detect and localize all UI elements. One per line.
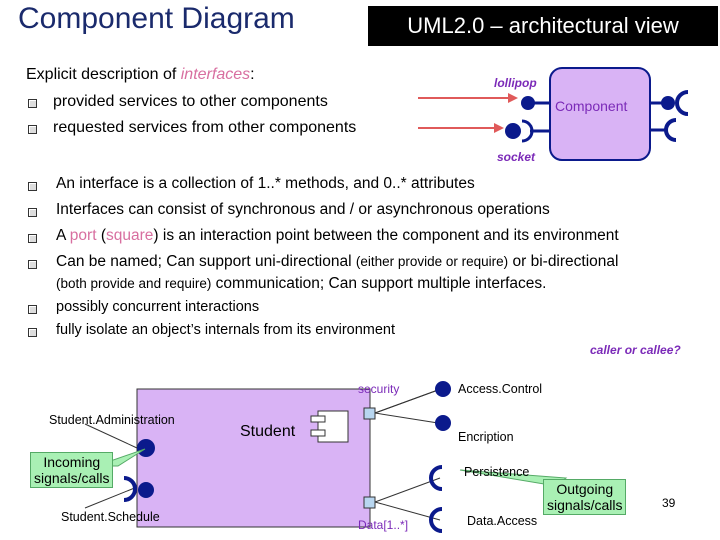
port-word: port	[69, 227, 97, 244]
student-admin-label: Student.Administration	[49, 413, 175, 427]
intro-colon: :	[250, 66, 255, 83]
port-line-close: )	[153, 227, 159, 244]
bullet-square-icon	[28, 260, 37, 269]
socket-student-schedule	[124, 478, 135, 500]
intro-prefix: Explicit description of	[26, 66, 177, 83]
data-access-label: Data.Access	[467, 514, 538, 528]
named-line-b: or bi-directional	[512, 253, 619, 270]
security-port-label: security	[358, 382, 400, 396]
intro-interfaces-word: interfaces	[180, 66, 251, 83]
named-line-c: communication; Can support multiple interfaces.	[215, 275, 547, 292]
data-port-label: Data[1..*]	[358, 518, 409, 532]
socket-persistence	[431, 467, 442, 489]
port-data	[364, 497, 375, 508]
lollipop-student-admin	[137, 439, 155, 457]
bullet-square-icon	[28, 328, 37, 337]
student-component-box	[137, 389, 370, 527]
page-number: 39	[662, 496, 676, 510]
square-word: square	[106, 227, 154, 244]
legend-right-socket-cup	[677, 92, 688, 114]
bullet-named	[56, 253, 618, 271]
legend-component-box	[550, 68, 650, 160]
page-title: Component Diagram	[18, 2, 295, 35]
legend-lollipop-ball	[521, 96, 535, 110]
access-control-label: Access.Control	[458, 382, 543, 396]
bullet-concurrent: possibly concurrent interactions	[56, 299, 260, 315]
outgoing-callout	[543, 479, 626, 515]
bullet-square-icon	[28, 125, 37, 134]
caller-callee-label: caller or callee?	[590, 343, 681, 357]
outgoing-line-1: Outgoing	[556, 481, 614, 497]
named-line-paren1: (either provide or require)	[355, 254, 509, 269]
legend-component-label: Component	[555, 98, 628, 114]
bullet-square-icon	[28, 99, 37, 108]
named-line-paren2: (both provide and require)	[56, 276, 212, 291]
lollipop-encription	[435, 415, 451, 431]
port-line-open: (	[100, 227, 106, 244]
bullet-port	[56, 227, 619, 245]
student-schedule-label: Student.Schedule	[61, 510, 160, 524]
bullet-interface-collection: An interface is a collection of 1..* methods, and 0..* attributes	[56, 175, 475, 192]
legend-socket-cup	[522, 121, 532, 141]
socket-data-access	[431, 509, 442, 531]
port-line-a: A	[56, 227, 66, 244]
incoming-line-2: signals/calls	[34, 470, 110, 486]
student-component-label: Student	[240, 423, 296, 440]
incoming-line-1: Incoming	[43, 454, 101, 470]
port-line-b: is an interaction point between the component and its environment	[162, 227, 619, 244]
legend-socket-ball	[505, 123, 521, 139]
title-banner: UML2.0 – architectural view	[368, 6, 718, 46]
bullet-square-icon	[28, 208, 37, 217]
bullet-square-icon	[28, 182, 37, 191]
persistence-label: Persistence	[464, 465, 530, 479]
intro-bullet-2: requested services from other components	[53, 119, 357, 136]
intro-line	[26, 66, 255, 84]
intro-bullet-1: provided services to other components	[53, 93, 328, 110]
legend-right-ball	[661, 96, 675, 110]
encription-label: Encription	[458, 430, 514, 444]
bullet-square-icon	[28, 234, 37, 243]
bullet-named-cont	[56, 275, 546, 293]
legend-lollipop-label: lollipop	[494, 76, 537, 90]
lollipop-access-control	[435, 381, 451, 397]
bullet-sync-async: Interfaces can consist of synchronous and / or asynchronous operations	[56, 201, 550, 218]
bullet-isolate: fully isolate an object’s internals from its environment	[56, 322, 396, 338]
named-line-a: Can be named; Can support uni-directional	[56, 253, 352, 270]
legend-socket-label: socket	[497, 150, 536, 164]
incoming-callout	[30, 452, 113, 488]
legend-right-socket-cup-2	[666, 120, 676, 140]
outgoing-line-2: signals/calls	[547, 497, 623, 513]
port-security	[364, 408, 375, 419]
bullet-square-icon	[28, 305, 37, 314]
